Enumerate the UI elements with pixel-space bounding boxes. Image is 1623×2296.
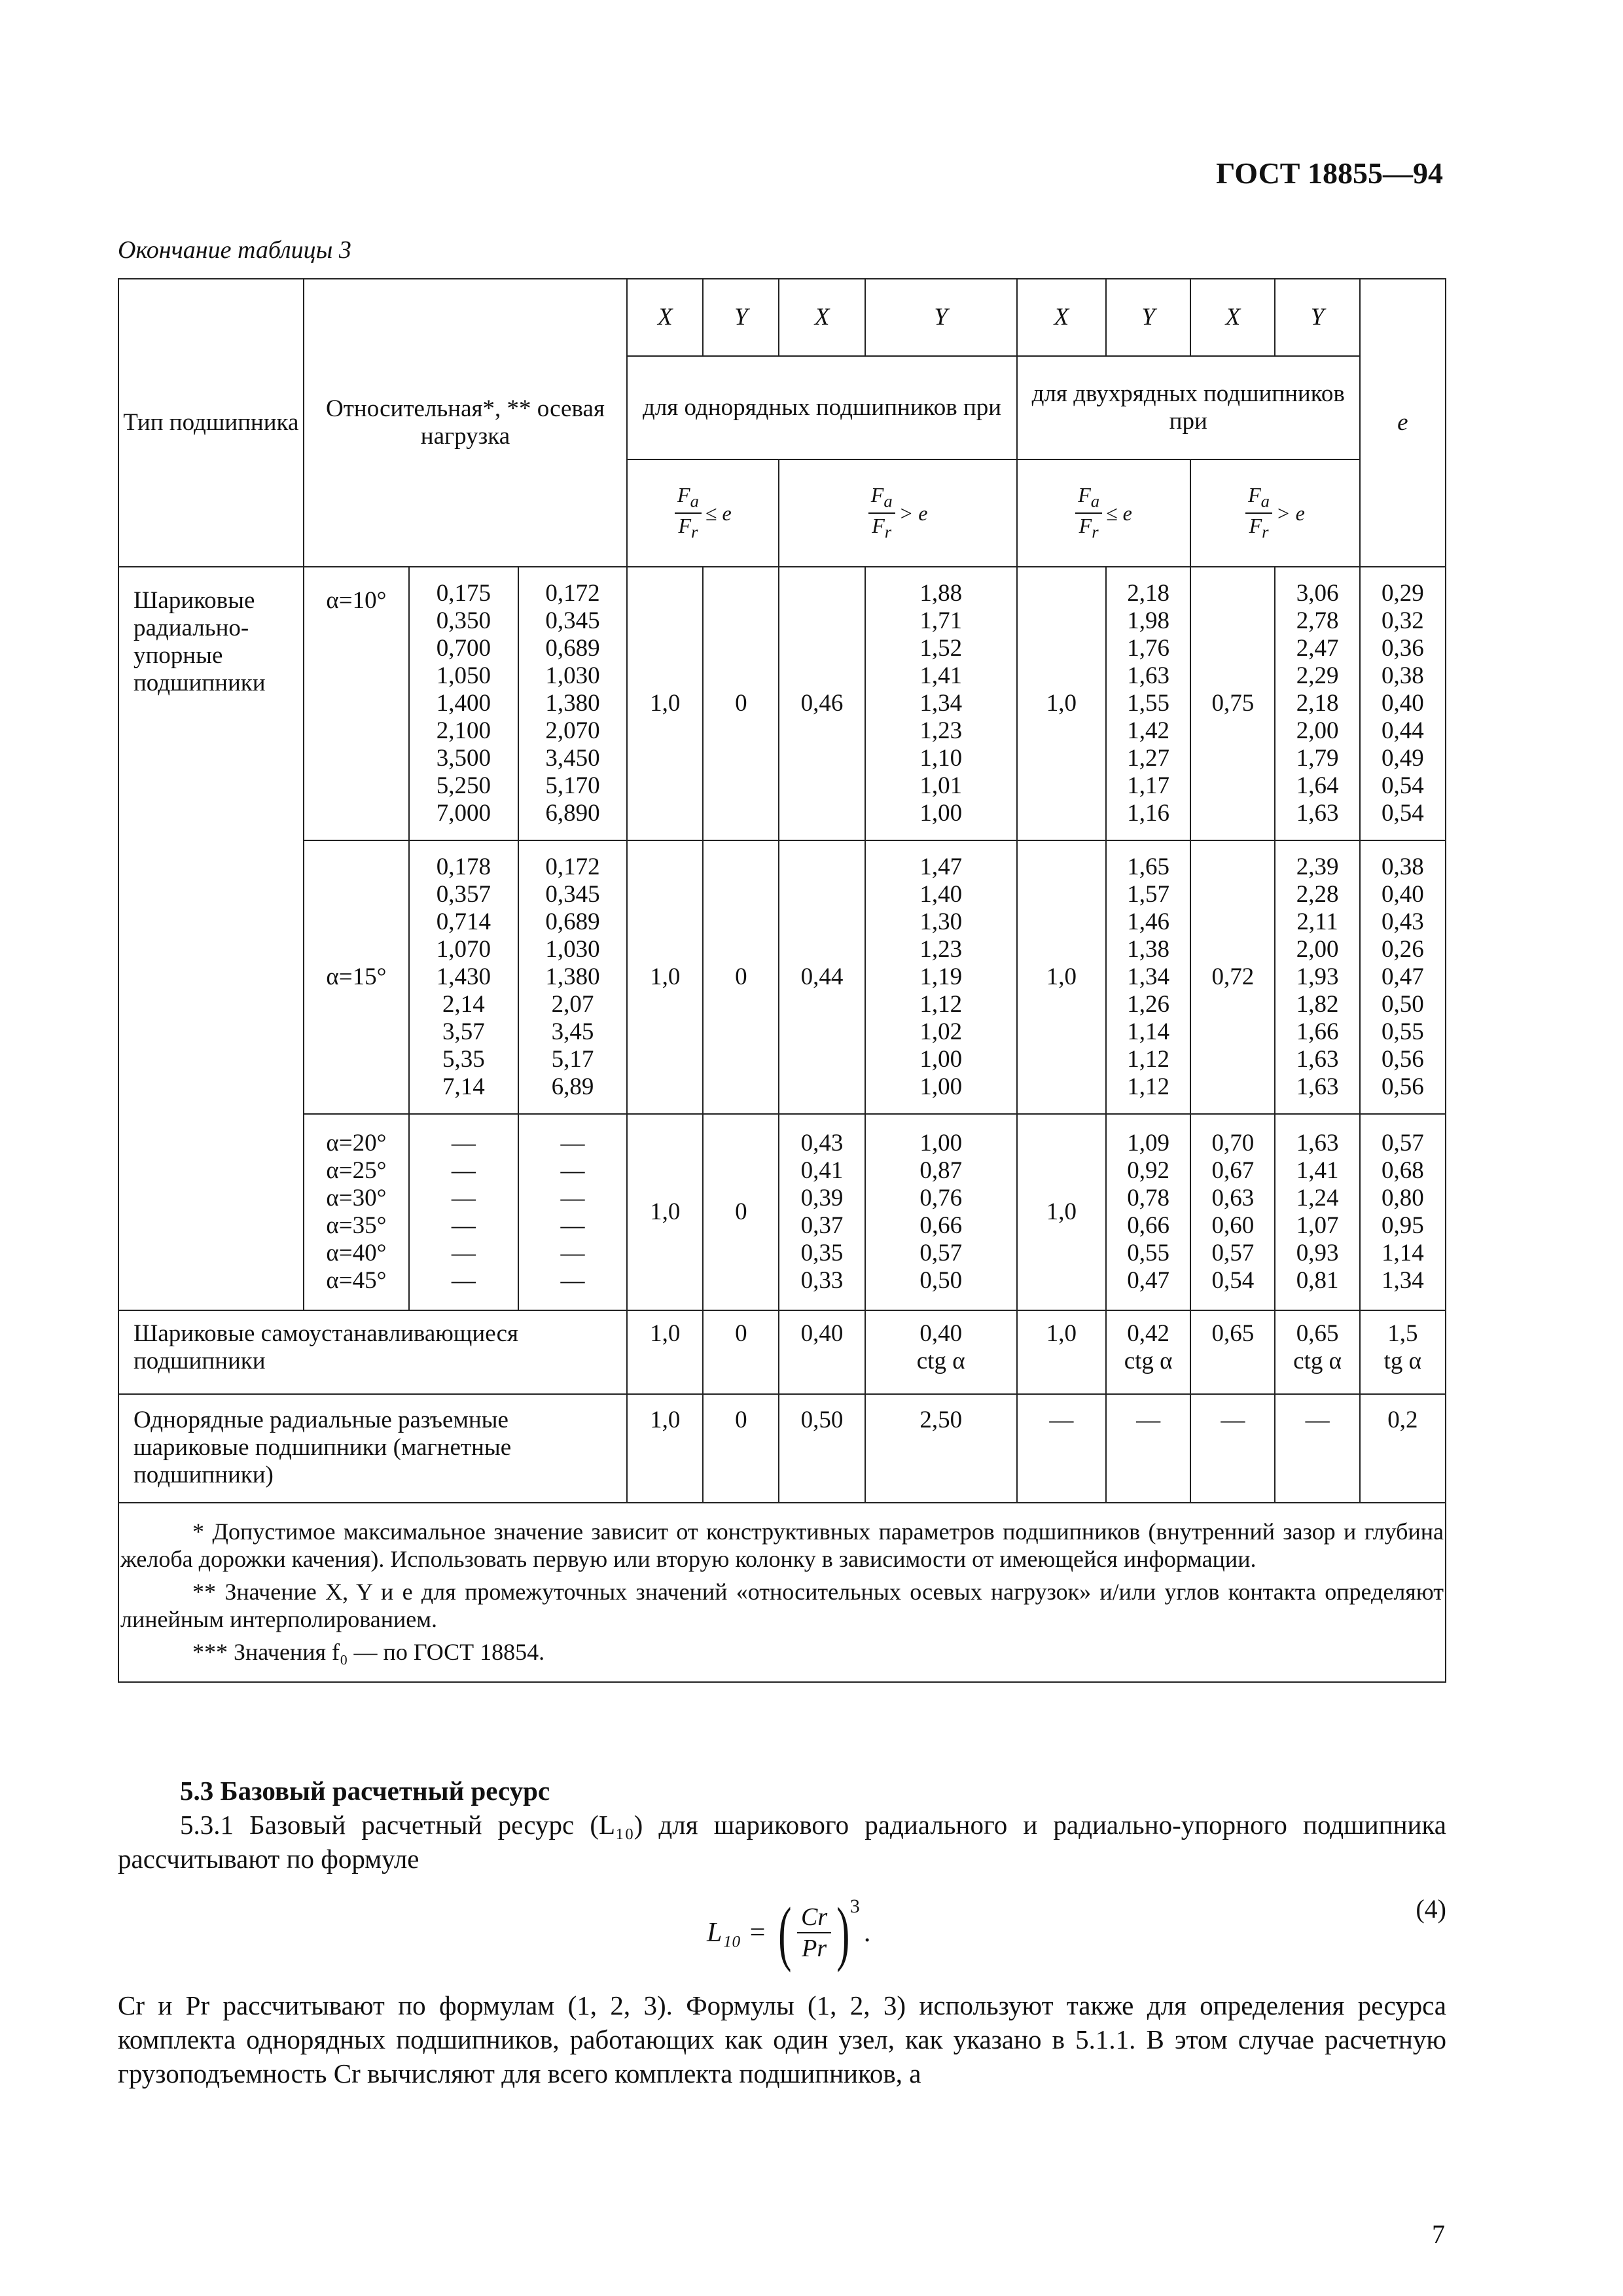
- list-value: 5,170: [545, 772, 600, 799]
- list-value: 0,80: [1381, 1185, 1424, 1211]
- y4-value: 0,65 ctg α: [1275, 1310, 1359, 1394]
- list-value: 0,55: [1381, 1018, 1424, 1045]
- table-row: [118, 840, 1446, 1114]
- list-value: 1,17: [1127, 772, 1170, 799]
- header-x4: X: [1190, 279, 1275, 356]
- list-value: 1,76: [1127, 635, 1170, 662]
- list-value: 1,38: [1127, 936, 1170, 963]
- list-value: 0,78: [1127, 1185, 1170, 1211]
- angle-cell: α=15°: [304, 840, 410, 1114]
- y1-value: 0: [703, 567, 779, 840]
- list-value: 1,16: [1127, 800, 1170, 827]
- list-value: 1,050: [436, 662, 491, 689]
- load2-list: [518, 840, 628, 1114]
- section-heading: 5.3 Базовый расчетный ресурс: [180, 1776, 550, 1806]
- list-value: 1,34: [1381, 1267, 1424, 1294]
- page-number: 7: [1432, 2219, 1445, 2249]
- y2-list: [865, 1114, 1017, 1310]
- list-value: 2,28: [1296, 881, 1339, 908]
- list-value: 1,63: [1127, 662, 1170, 689]
- header-ratio-gt-1: $\frac{F_a}{F_r}$ > e: [779, 459, 1016, 567]
- header-y4: Y: [1275, 279, 1359, 356]
- list-value: 0,357: [436, 881, 491, 908]
- load2-list: [518, 1114, 628, 1310]
- list-value: 0,26: [1381, 936, 1424, 963]
- x3-value: 1,0: [1017, 567, 1106, 840]
- type-self-aligning: Шариковые самоустанавливающиеся подшипники: [118, 1310, 627, 1394]
- list-value: α=25°: [326, 1157, 387, 1184]
- list-value: 5,35: [442, 1046, 485, 1073]
- formula-denominator: Pr: [802, 1935, 827, 1962]
- list-value: 1,98: [1127, 607, 1170, 634]
- load1-list: [409, 1114, 518, 1310]
- x4-value: 0,65: [1190, 1310, 1275, 1394]
- list-value: 1,40: [919, 881, 963, 908]
- list-value: 0,47: [1381, 963, 1424, 990]
- list-value: 0,40: [1381, 690, 1424, 717]
- list-value: 1,88: [919, 580, 963, 607]
- list-value: —: [560, 1185, 585, 1211]
- list-value: 1,09: [1127, 1130, 1170, 1157]
- list-value: 3,45: [551, 1018, 594, 1045]
- list-value: 0,43: [1381, 908, 1424, 935]
- list-value: 1,070: [436, 936, 491, 963]
- list-value: 0,172: [545, 853, 600, 880]
- list-value: 7,14: [442, 1073, 485, 1100]
- list-value: 1,30: [919, 908, 963, 935]
- list-value: 2,29: [1296, 662, 1339, 689]
- x4-value: 0,75: [1190, 567, 1275, 840]
- list-value: —: [451, 1240, 476, 1266]
- list-value: 1,14: [1127, 1018, 1170, 1045]
- load1-list: [409, 840, 518, 1114]
- list-value: 2,18: [1296, 690, 1339, 717]
- list-value: 1,26: [1127, 991, 1170, 1018]
- list-value: 1,24: [1296, 1185, 1339, 1211]
- list-value: 1,63: [1296, 1073, 1339, 1100]
- list-value: 1,12: [919, 991, 963, 1018]
- list-value: 0,36: [1381, 635, 1424, 662]
- list-value: 1,030: [545, 936, 600, 963]
- list-value: α=20°: [326, 1130, 387, 1157]
- list-value: 0,57: [1381, 1130, 1424, 1157]
- list-value: 0,57: [1211, 1240, 1255, 1266]
- y1-value: 0: [703, 1310, 779, 1394]
- x3-value: 1,0: [1017, 1114, 1106, 1310]
- document-header: ГОСТ 18855—94: [1216, 156, 1443, 190]
- list-value: —: [451, 1185, 476, 1211]
- list-value: 0,29: [1381, 580, 1424, 607]
- x1-value: 1,0: [627, 840, 703, 1114]
- e-value: 0,2: [1360, 1394, 1446, 1503]
- x4-value: —: [1190, 1394, 1275, 1503]
- list-value: 2,11: [1296, 908, 1338, 935]
- e-value: 1,5 tg α: [1360, 1310, 1446, 1394]
- list-value: 1,34: [919, 690, 963, 717]
- x1-value: 1,0: [627, 1114, 703, 1310]
- header-single-row: для однорядных подшипников при: [627, 356, 1017, 459]
- list-value: 1,55: [1127, 690, 1170, 717]
- bearing-factors-table: [118, 278, 1446, 1683]
- list-value: α=40°: [326, 1240, 387, 1266]
- list-value: 0,54: [1211, 1267, 1255, 1294]
- list-value: —: [560, 1212, 585, 1239]
- load2-list: [518, 567, 628, 840]
- list-value: 1,400: [436, 690, 491, 717]
- list-value: 0,66: [919, 1212, 963, 1239]
- equation-number: (4): [1416, 1894, 1446, 1924]
- list-value: 6,89: [551, 1073, 594, 1100]
- list-value: 1,12: [1127, 1073, 1170, 1100]
- list-value: 0,689: [545, 635, 600, 662]
- list-value: 0,56: [1381, 1046, 1424, 1073]
- table-caption: Окончание таблицы 3: [118, 236, 351, 264]
- header-x2: X: [779, 279, 865, 356]
- list-value: 1,63: [1296, 800, 1339, 827]
- note-1: * Допустимое максимальное значение зависит от конструктивных параметров подшипников (внутренний зазор и глубина желоба дорожки качения). Использовать первую или вторую колонку в зависимости от имеющейся информации.: [120, 1518, 1444, 1572]
- header-type: Тип подшипника: [118, 279, 304, 567]
- list-value: 1,430: [436, 963, 491, 990]
- x3-value: 1,0: [1017, 840, 1106, 1114]
- list-value: 0,44: [1381, 717, 1424, 744]
- list-value: —: [451, 1267, 476, 1294]
- list-value: 1,02: [919, 1018, 963, 1045]
- list-value: 1,63: [1296, 1130, 1339, 1157]
- list-value: 1,41: [919, 662, 963, 689]
- list-value: 0,87: [919, 1157, 963, 1184]
- header-y2: Y: [865, 279, 1017, 356]
- type-angular-contact: Шариковые радиально-упорные подшипники: [118, 567, 304, 1310]
- x2-value: 0,46: [779, 567, 865, 840]
- list-value: 1,82: [1296, 991, 1339, 1018]
- list-value: 3,06: [1296, 580, 1339, 607]
- list-value: 0,43: [800, 1130, 844, 1157]
- list-value: —: [560, 1130, 585, 1157]
- list-value: 0,172: [545, 580, 600, 607]
- list-value: —: [451, 1212, 476, 1239]
- list-value: α=35°: [326, 1212, 387, 1239]
- y1-value: 0: [703, 840, 779, 1114]
- list-value: 1,380: [545, 963, 600, 990]
- table-row: [118, 1394, 1446, 1503]
- list-value: 1,030: [545, 662, 600, 689]
- list-value: 1,14: [1381, 1240, 1424, 1266]
- y3-value: —: [1106, 1394, 1190, 1503]
- formula-numerator: Cr: [797, 1902, 831, 1933]
- list-value: 0,345: [545, 881, 600, 908]
- list-value: 1,00: [919, 1130, 963, 1157]
- list-value: 0,57: [919, 1240, 963, 1266]
- list-value: 0,92: [1127, 1157, 1170, 1184]
- y1-value: 0: [703, 1114, 779, 1310]
- list-value: 0,350: [436, 607, 491, 634]
- type-magneto: Однорядные радиальные разъемные шариковые подшипники (магнетные подшипники): [118, 1394, 627, 1503]
- paragraph-cr-pr: Cr и Pr рассчитывают по формулам (1, 2, 3). Формулы (1, 2, 3) используют также для определения ресурса комплекта однорядных подшипников, работающих как один узел, как указано в 5.1.1. В этом случае расчетную грузоподъемность Cr вычисляют для всего комплекта подшипников, а: [118, 1990, 1446, 2089]
- e-list: [1360, 1114, 1446, 1310]
- list-value: 0,81: [1296, 1267, 1339, 1294]
- x3-value: 1,0: [1017, 1310, 1106, 1394]
- list-value: 1,23: [919, 936, 963, 963]
- x1-value: 1,0: [627, 1310, 703, 1394]
- list-value: 2,39: [1296, 853, 1339, 880]
- list-value: 1,41: [1296, 1157, 1339, 1184]
- header-ratio-le-2: $\frac{F_a}{F_r}$ ≤ e: [1017, 459, 1190, 567]
- formula-lhs: L₁₀ =: [707, 1918, 767, 1948]
- list-value: 1,12: [1127, 1046, 1170, 1073]
- header-x3: X: [1017, 279, 1106, 356]
- list-value: 1,64: [1296, 772, 1339, 799]
- list-value: 7,000: [436, 800, 491, 827]
- list-value: 1,10: [919, 745, 963, 772]
- table-row: [118, 1114, 1446, 1310]
- list-value: 0,37: [800, 1212, 844, 1239]
- list-value: 1,00: [919, 1046, 963, 1073]
- list-value: 1,42: [1127, 717, 1170, 744]
- header-y3: Y: [1106, 279, 1190, 356]
- list-value: 0,40: [1381, 881, 1424, 908]
- list-value: 0,54: [1381, 772, 1424, 799]
- list-value: 0,50: [1381, 991, 1424, 1018]
- y2-value: 2,50: [865, 1394, 1017, 1503]
- list-value: α=45°: [326, 1267, 387, 1294]
- y1-value: 0: [703, 1394, 779, 1503]
- list-value: —: [451, 1130, 476, 1157]
- list-value: 2,00: [1296, 717, 1339, 744]
- list-value: 0,32: [1381, 607, 1424, 634]
- y3-list: [1106, 1114, 1190, 1310]
- list-value: 2,47: [1296, 635, 1339, 662]
- list-value: 3,500: [436, 745, 491, 772]
- list-value: 0,49: [1381, 745, 1424, 772]
- list-value: 0,67: [1211, 1157, 1255, 1184]
- list-value: 1,71: [919, 607, 963, 634]
- header-x1: X: [627, 279, 703, 356]
- list-value: —: [560, 1267, 585, 1294]
- list-value: 0,38: [1381, 662, 1424, 689]
- y4-list: [1275, 1114, 1359, 1310]
- list-value: 0,33: [800, 1267, 844, 1294]
- list-value: 2,070: [545, 717, 600, 744]
- list-value: 0,175: [436, 580, 491, 607]
- list-value: 1,65: [1127, 853, 1170, 880]
- list-value: 0,76: [919, 1185, 963, 1211]
- y3-value: 0,42 ctg α: [1106, 1310, 1190, 1394]
- list-value: 0,689: [545, 908, 600, 935]
- list-value: 1,63: [1296, 1046, 1339, 1073]
- list-value: 0,68: [1381, 1157, 1424, 1184]
- list-value: 0,50: [919, 1267, 963, 1294]
- y2-list: [865, 567, 1017, 840]
- list-value: 1,57: [1127, 881, 1170, 908]
- y2-list: [865, 840, 1017, 1114]
- list-value: 0,345: [545, 607, 600, 634]
- angle-cell: α=10°: [304, 567, 410, 840]
- list-value: 1,47: [919, 853, 963, 880]
- x2-list: [779, 1114, 865, 1310]
- list-value: 0,47: [1127, 1267, 1170, 1294]
- list-value: 1,52: [919, 635, 963, 662]
- x2-value: 0,40: [779, 1310, 865, 1394]
- list-value: 1,00: [919, 800, 963, 827]
- list-value: 0,39: [800, 1185, 844, 1211]
- list-value: 0,38: [1381, 853, 1424, 880]
- list-value: 6,890: [545, 800, 600, 827]
- list-value: 0,60: [1211, 1212, 1255, 1239]
- header-double-row: для двухрядных подшипников при: [1017, 356, 1360, 459]
- x2-value: 0,50: [779, 1394, 865, 1503]
- angle-list: [304, 1114, 410, 1310]
- list-value: 3,57: [442, 1018, 485, 1045]
- header-e: e: [1360, 279, 1446, 567]
- formula-4: L₁₀ = ( $\frac{Cr}{Pr}$ ) $^3$ .: [707, 1893, 871, 1973]
- x2-value: 0,44: [779, 840, 865, 1114]
- list-value: 0,714: [436, 908, 491, 935]
- list-value: 0,63: [1211, 1185, 1255, 1211]
- list-value: 2,14: [442, 991, 485, 1018]
- list-value: 1,23: [919, 717, 963, 744]
- list-value: 2,18: [1127, 580, 1170, 607]
- x1-value: 1,0: [627, 1394, 703, 1503]
- list-value: 1,79: [1296, 745, 1339, 772]
- list-value: 1,46: [1127, 908, 1170, 935]
- table-notes-row: [118, 1503, 1446, 1682]
- list-value: 1,27: [1127, 745, 1170, 772]
- list-value: 1,01: [919, 772, 963, 799]
- paragraph-5-3-1: 5.3.1 Базовый расчетный ресурс (L₁₀) для шарикового радиального и радиально-упорного подшипника рассчитывают по формуле: [118, 1810, 1446, 1874]
- y4-list: [1275, 567, 1359, 840]
- load1-list: [409, 567, 518, 840]
- list-value: 0,70: [1211, 1130, 1255, 1157]
- y4-list: [1275, 840, 1359, 1114]
- list-value: —: [451, 1157, 476, 1184]
- table-row: [118, 1310, 1446, 1394]
- x1-value: 1,0: [627, 567, 703, 840]
- list-value: —: [560, 1157, 585, 1184]
- list-value: 2,100: [436, 717, 491, 744]
- y3-list: [1106, 567, 1190, 840]
- note-2: ** Значение X, Y и e для промежуточных значений «относительных осевых нагрузок» и/или углов контакта определяют линейным интерполированием.: [120, 1579, 1444, 1632]
- list-value: 0,55: [1127, 1240, 1170, 1266]
- list-value: 5,17: [551, 1046, 594, 1073]
- y2-value: 0,40 ctg α: [865, 1310, 1017, 1394]
- list-value: 3,450: [545, 745, 600, 772]
- list-value: 0,700: [436, 635, 491, 662]
- note-3: *** Значения f₀ — по ГОСТ 18854.: [192, 1639, 545, 1665]
- formula-exponent: 3: [849, 1895, 860, 1917]
- e-list: [1360, 840, 1446, 1114]
- table-notes: [118, 1503, 1446, 1682]
- y4-value: —: [1275, 1394, 1359, 1503]
- list-value: 0,54: [1381, 800, 1424, 827]
- list-value: 0,41: [800, 1157, 844, 1184]
- list-value: 2,00: [1296, 936, 1339, 963]
- list-value: 0,66: [1127, 1212, 1170, 1239]
- header-ratio-le-1: $\frac{F_a}{F_r}$ ≤ e: [627, 459, 779, 567]
- list-value: 0,35: [800, 1240, 844, 1266]
- list-value: 0,93: [1296, 1240, 1339, 1266]
- list-value: 1,19: [919, 963, 963, 990]
- list-value: α=30°: [326, 1185, 387, 1211]
- list-value: 2,07: [551, 991, 594, 1018]
- list-value: 0,56: [1381, 1073, 1424, 1100]
- list-value: 5,250: [436, 772, 491, 799]
- table-row: [118, 567, 1446, 840]
- x4-list: [1190, 1114, 1275, 1310]
- list-value: 0,95: [1381, 1212, 1424, 1239]
- list-value: 0,178: [436, 853, 491, 880]
- formula-period: .: [863, 1918, 871, 1948]
- e-list: [1360, 567, 1446, 840]
- list-value: 1,66: [1296, 1018, 1339, 1045]
- x3-value: —: [1017, 1394, 1106, 1503]
- header-relative-load: Относительная*, ** осевая нагрузка: [304, 279, 628, 567]
- header-y1: Y: [703, 279, 779, 356]
- list-value: 1,00: [919, 1073, 963, 1100]
- list-value: 1,380: [545, 690, 600, 717]
- list-value: 1,93: [1296, 963, 1339, 990]
- list-value: 1,07: [1296, 1212, 1339, 1239]
- list-value: 2,78: [1296, 607, 1339, 634]
- x4-value: 0,72: [1190, 840, 1275, 1114]
- y3-list: [1106, 840, 1190, 1114]
- list-value: —: [560, 1240, 585, 1266]
- list-value: 1,34: [1127, 963, 1170, 990]
- header-ratio-gt-2: $\frac{F_a}{F_r}$ > e: [1190, 459, 1359, 567]
